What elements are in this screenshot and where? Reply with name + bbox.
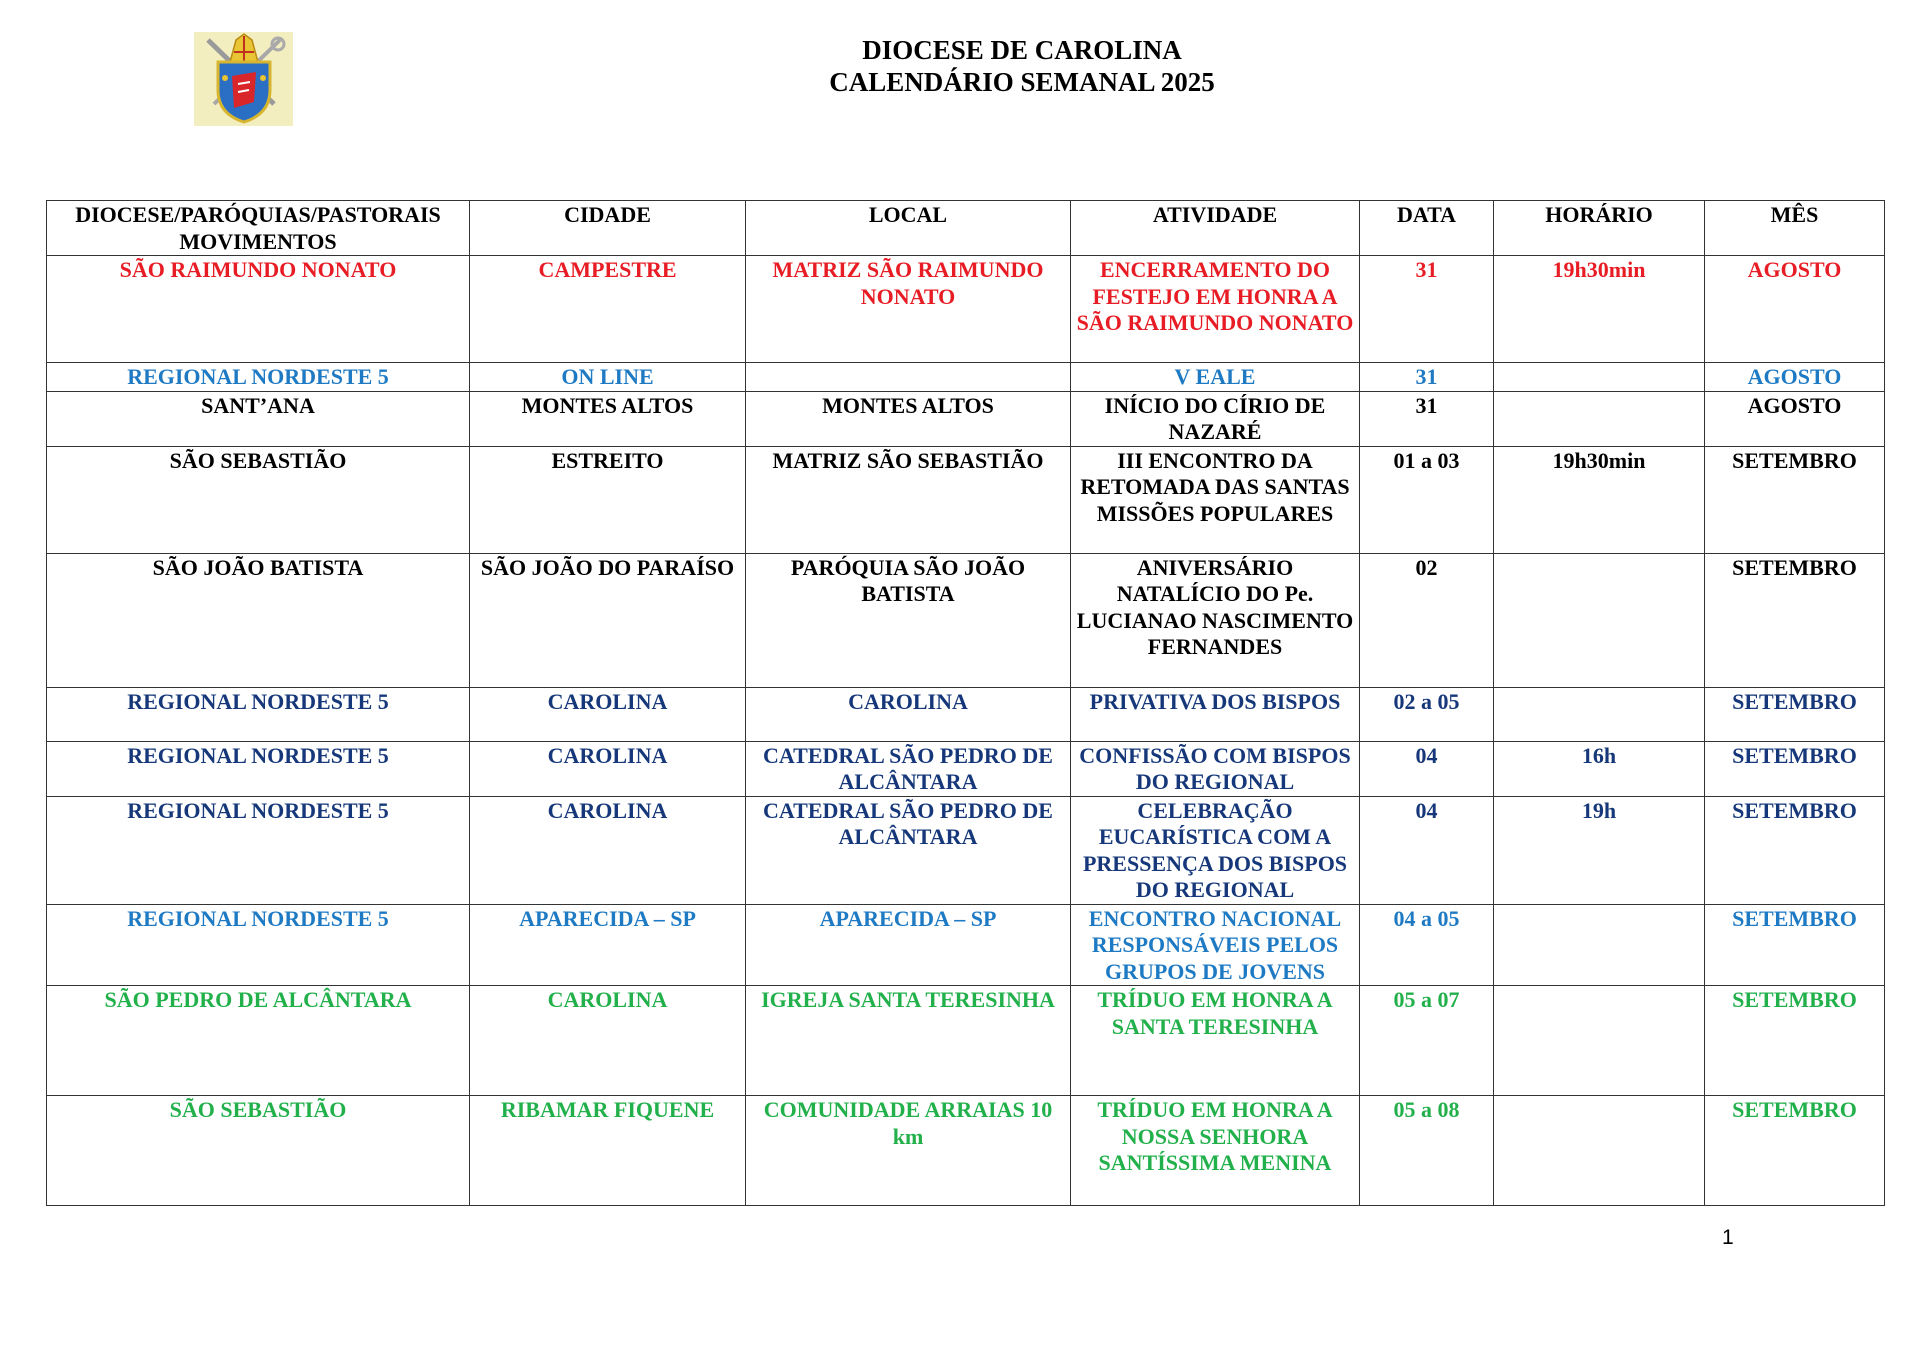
cell-local: MONTES ALTOS [746,391,1071,446]
col-header-data: DATA [1360,201,1494,256]
cell-mes: AGOSTO [1705,256,1885,363]
cell-mes: AGOSTO [1705,363,1885,392]
cell-mes: SETEMBRO [1705,904,1885,986]
cell-diocese: REGIONAL NORDESTE 5 [47,796,470,904]
title-calendar: CALENDÁRIO SEMANAL 2025 [829,67,1215,97]
cell-data: 31 [1360,363,1494,392]
table-row [47,1096,1885,1206]
cell-mes: SETEMBRO [1705,1096,1885,1206]
page-number: 1 [1722,1226,1734,1249]
cell-data: 02 [1360,553,1494,687]
cell-horario [1494,391,1705,446]
table-row [47,904,1885,986]
cell-cidade: ESTREITO [470,446,746,553]
table-row [47,553,1885,687]
cell-mes: SETEMBRO [1705,446,1885,553]
cell-atividade: PRIVATIVA DOS BISPOS [1071,687,1360,741]
cell-cidade: APARECIDA – SP [470,904,746,986]
cell-atividade: ANIVERSÁRIO NATALÍCIO DO Pe. LUCIANAO NASCIMENTO FERNANDES [1071,553,1360,687]
cell-data: 05 a 08 [1360,1096,1494,1206]
cell-horario [1494,986,1705,1096]
calendar-table [46,200,1885,1206]
cell-data: 01 a 03 [1360,446,1494,553]
cell-cidade: ON LINE [470,363,746,392]
cell-local: IGREJA SANTA TERESINHA [746,986,1071,1096]
col-header-horario: HORÁRIO [1494,201,1705,256]
cell-local: MATRIZ SÃO RAIMUNDO NONATO [746,256,1071,363]
cell-mes: SETEMBRO [1705,796,1885,904]
cell-mes: SETEMBRO [1705,986,1885,1096]
cell-diocese: SÃO SEBASTIÃO [47,446,470,553]
cell-cidade: CAMPESTRE [470,256,746,363]
table-row [47,741,1885,796]
col-header-diocese: DIOCESE/PARÓQUIAS/PASTORAIS MOVIMENTOS [47,201,470,256]
col-header-local: LOCAL [746,201,1071,256]
cell-local: CATEDRAL SÃO PEDRO DE ALCÂNTARA [746,796,1071,904]
table-row [47,446,1885,553]
cell-horario [1494,553,1705,687]
cell-atividade: V EALE [1071,363,1360,392]
cell-data: 04 a 05 [1360,904,1494,986]
title-diocese: DIOCESE DE CAROLINA [862,35,1182,65]
cell-diocese: SÃO SEBASTIÃO [47,1096,470,1206]
cell-cidade: SÃO JOÃO DO PARAÍSO [470,553,746,687]
cell-atividade: TRÍDUO EM HONRA A NOSSA SENHORA SANTÍSSIMA MENINA [1071,1096,1360,1206]
cell-mes: SETEMBRO [1705,741,1885,796]
table-header-row [47,201,1885,256]
col-header-mes: MÊS [1705,201,1885,256]
cell-atividade: TRÍDUO EM HONRA A SANTA TERESINHA [1071,986,1360,1096]
cell-atividade: CELEBRAÇÃO EUCARÍSTICA COM A PRESSENÇA DOS BISPOS DO REGIONAL [1071,796,1360,904]
cell-diocese: REGIONAL NORDESTE 5 [47,687,470,741]
cell-mes: AGOSTO [1705,391,1885,446]
cell-local: MATRIZ SÃO SEBASTIÃO [746,446,1071,553]
cell-horario: 19h [1494,796,1705,904]
cell-horario [1494,1096,1705,1206]
cell-mes: SETEMBRO [1705,687,1885,741]
cell-atividade: ENCERRAMENTO DO FESTEJO EM HONRA A SÃO RAIMUNDO NONATO [1071,256,1360,363]
cell-local: CATEDRAL SÃO PEDRO DE ALCÂNTARA [746,741,1071,796]
cell-diocese: REGIONAL NORDESTE 5 [47,741,470,796]
cell-data: 04 [1360,796,1494,904]
cell-horario [1494,904,1705,986]
cell-data: 02 a 05 [1360,687,1494,741]
cell-data: 05 a 07 [1360,986,1494,1096]
table-row [47,986,1885,1096]
cell-mes: SETEMBRO [1705,553,1885,687]
cell-horario: 16h [1494,741,1705,796]
cell-cidade: CAROLINA [470,986,746,1096]
cell-diocese: REGIONAL NORDESTE 5 [47,904,470,986]
table-row [47,256,1885,363]
col-header-atividade: ATIVIDADE [1071,201,1360,256]
cell-cidade: CAROLINA [470,687,746,741]
cell-data: 31 [1360,256,1494,363]
cell-local: PARÓQUIA SÃO JOÃO BATISTA [746,553,1071,687]
cell-atividade: ENCONTRO NACIONAL RESPONSÁVEIS PELOS GRUPOS DE JOVENS [1071,904,1360,986]
cell-local: COMUNIDADE ARRAIAS 10 km [746,1096,1071,1206]
cell-diocese: REGIONAL NORDESTE 5 [47,363,470,392]
table-row [47,796,1885,904]
cell-diocese: SANT’ANA [47,391,470,446]
cell-atividade: III ENCONTRO DA RETOMADA DAS SANTAS MISSÕES POPULARES [1071,446,1360,553]
cell-horario: 19h30min [1494,256,1705,363]
cell-horario: 19h30min [1494,446,1705,553]
cell-local: CAROLINA [746,687,1071,741]
cell-horario [1494,687,1705,741]
cell-cidade: CAROLINA [470,796,746,904]
cell-atividade: CONFISSÃO COM BISPOS DO REGIONAL [1071,741,1360,796]
cell-local: APARECIDA – SP [746,904,1071,986]
cell-cidade: RIBAMAR FIQUENE [470,1096,746,1206]
col-header-cidade: CIDADE [470,201,746,256]
table-row [47,363,1885,392]
cell-diocese: SÃO JOÃO BATISTA [47,553,470,687]
cell-local [746,363,1071,392]
cell-atividade: INÍCIO DO CÍRIO DE NAZARÉ [1071,391,1360,446]
cell-cidade: MONTES ALTOS [470,391,746,446]
cell-data: 04 [1360,741,1494,796]
cell-data: 31 [1360,391,1494,446]
table-row [47,391,1885,446]
document-title [0,34,1920,98]
cell-horario [1494,363,1705,392]
cell-diocese: SÃO RAIMUNDO NONATO [47,256,470,363]
cell-diocese: SÃO PEDRO DE ALCÂNTARA [47,986,470,1096]
cell-cidade: CAROLINA [470,741,746,796]
table-row [47,687,1885,741]
